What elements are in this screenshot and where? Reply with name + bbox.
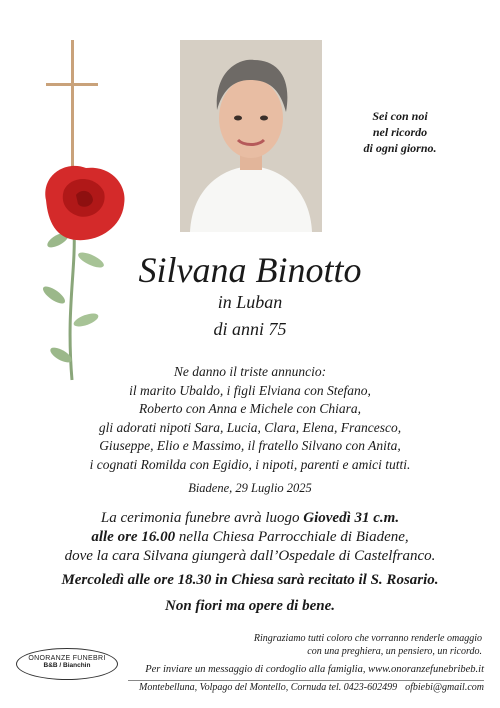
ceremony-text: La cerimonia funebre avrà luogo	[100, 510, 304, 526]
announcement-line: Roberto con Anna e Michele con Chiara,	[138, 401, 362, 417]
thanks-line: con una preghiera, un pensiero, un ricordo.	[307, 646, 482, 657]
memorial-quote	[340, 108, 460, 156]
announcement-line: i cognati Romilda con Egidio, i nipoti, parenti e amici tutti.	[89, 456, 411, 472]
deceased-age: di anni 75	[213, 319, 287, 339]
ceremony-time: alle ore 16.00	[91, 529, 176, 545]
quote-line: di ogni giorno.	[363, 141, 437, 155]
email-link[interactable]: ofbiebi@gmail.com	[405, 682, 484, 693]
ceremony-line	[20, 528, 480, 547]
ceremony-info	[20, 509, 480, 566]
logo-line: ONORANZE FUNEBRI	[28, 655, 106, 662]
rosary-info: Mercoledì alle ore 18.30 in Chiesa sarà recitato il S. Rosario.	[61, 572, 439, 588]
announcement-text	[40, 363, 460, 475]
deceased-name: Silvana Binotto	[138, 250, 362, 290]
footer-divider	[128, 680, 484, 681]
announcement-line: Giuseppe, Elio e Massimo, il fratello Silvano con Anita,	[99, 438, 401, 454]
place-date: Biadene, 29 Luglio 2025	[188, 481, 312, 495]
ceremony-text: nella Chiesa Parrocchiale di Biadene,	[175, 529, 409, 545]
married-name: in Luban	[217, 292, 283, 312]
ceremony-day: Giovedì 31 c.m.	[303, 510, 400, 526]
thanks-text	[200, 632, 482, 658]
announcement-line: il marito Ubaldo, i figli Elviana con Stefano,	[129, 382, 371, 398]
logo-line: B&B / Bianchin	[43, 662, 91, 669]
portrait-photo	[180, 40, 322, 232]
funeral-home-logo	[16, 648, 118, 680]
address-text: Montebelluna, Volpago del Montello, Cornuda tel. 0423-602499	[139, 682, 398, 693]
thanks-line: Ringraziamo tutti coloro che vorranno renderle omaggio	[253, 633, 482, 644]
quote-line: nel ricordo	[372, 125, 428, 139]
ceremony-line: dove la cara Silvana giungerà dall’Ospedale di Castelfranco.	[64, 548, 436, 564]
flowers-note: Non fiori ma opere di bene.	[165, 598, 335, 614]
quote-line: Sei con noi	[372, 109, 428, 123]
funeral-home-address	[132, 682, 484, 693]
announcement-line: gli adorati nipoti Sara, Lucia, Clara, Elena, Francesco,	[98, 419, 402, 435]
ceremony-line	[20, 509, 480, 528]
condolence-link[interactable]: Per inviare un messaggio di cordoglio alla famiglia, www.onoranzefunebribeb.it	[145, 664, 484, 675]
announcement-line: Ne danno il triste annuncio:	[173, 364, 327, 379]
